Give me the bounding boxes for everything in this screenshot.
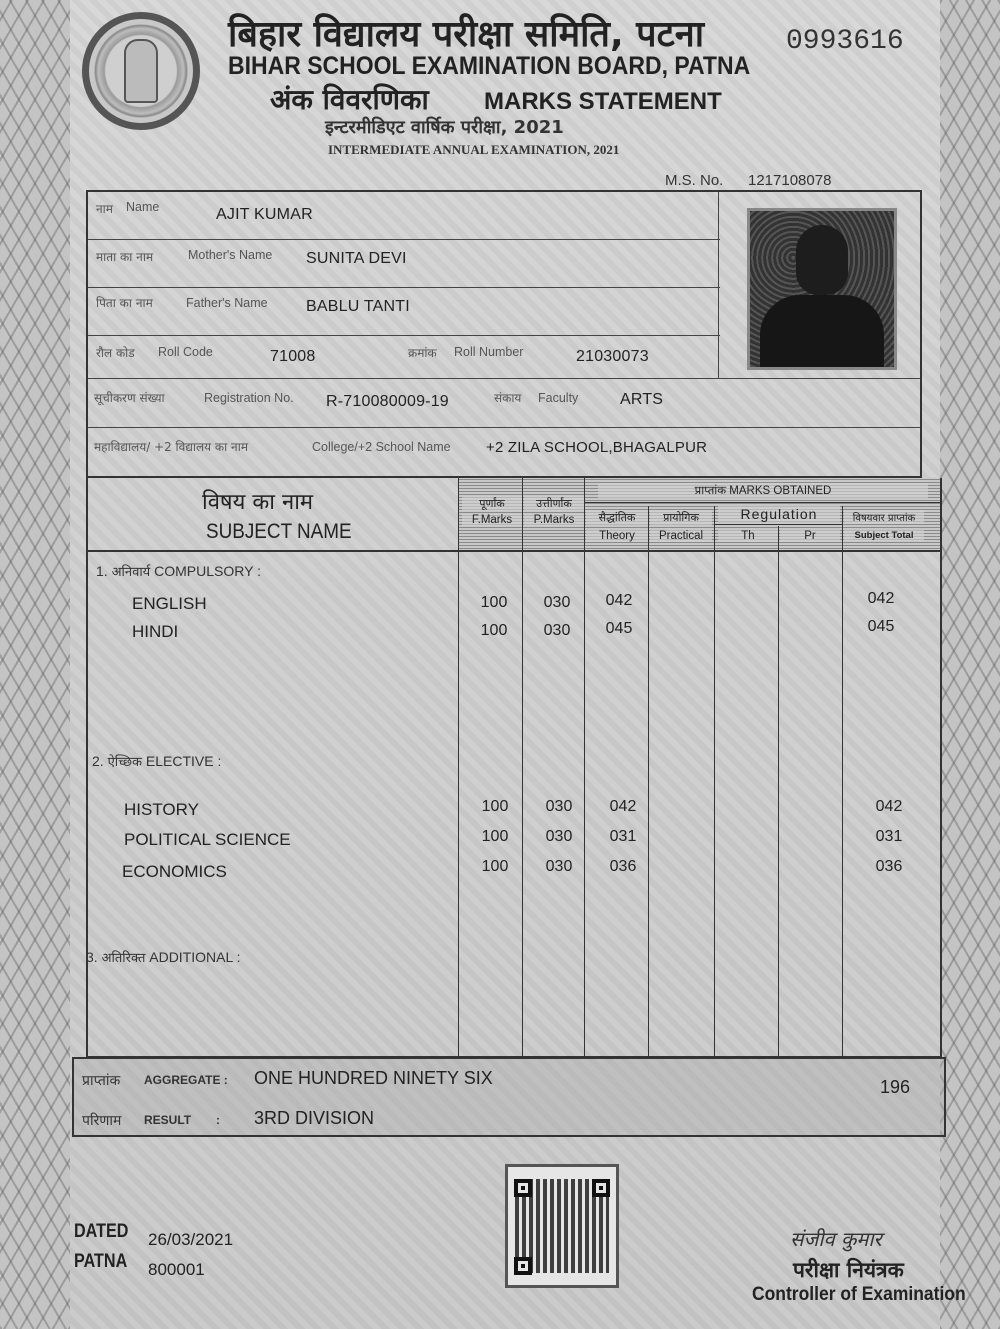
left-security-border [0,0,70,1329]
theory-header: Theory [586,530,648,542]
section-number: 1. [96,563,108,579]
subject-name: HINDI [132,622,179,641]
subject-total-header: Subject Total [844,530,924,541]
father-row [88,288,720,336]
roll-number-value: 21030073 [576,348,649,365]
result-colon: : [216,1113,220,1127]
subject-header: SUBJECT NAME [206,520,352,543]
seal-figure-icon [124,39,158,103]
statement-title-hindi: अंक विवरणिका [270,83,429,116]
qr-finder-icon [514,1257,532,1275]
section-label: ELECTIVE : [145,753,222,769]
aggregate-value: 196 [880,1077,911,1097]
section-elective-label [92,752,221,770]
section-label: ADDITIONAL : [149,949,241,965]
theory-marks: 031 [609,828,637,845]
regulation-pr-header: Pr [780,530,840,542]
subject-name: ENGLISH [132,594,207,613]
result-value: 3RD DIVISION [254,1108,375,1128]
subject-total: 031 [875,828,903,845]
aggregate-in-words: ONE HUNDRED NINETY SIX [254,1068,493,1088]
controller-title: Controller of Examination [752,1284,966,1305]
college-row [88,428,920,476]
name-label-hindi: नाम [96,202,113,216]
section-number: 2. [92,753,104,769]
full-marks: 100 [480,594,508,611]
section-label: COMPULSORY : [154,563,261,579]
photo-cell [718,192,921,378]
subject-header-hindi: विषय का नाम [202,490,314,515]
marks-obtained-header: प्राप्तांक MARKS OBTAINED [598,483,928,498]
section-additional-label [86,948,241,966]
roll-code-value: 71008 [270,348,316,365]
result-label: RESULT [144,1113,192,1127]
exam-name-hindi: इन्टरमीडिएट वार्षिक परीक्षा, 2021 [325,117,564,138]
subject-name: ECONOMICS [122,862,227,881]
col-divider [522,478,523,1056]
section-label-hindi: अनिवार्य [111,565,151,580]
college-value: +2 ZILA SCHOOL,BHAGALPUR [486,439,708,456]
subject-name: HISTORY [124,800,199,819]
faculty-label-hindi: संकाय [494,391,522,405]
registration-value: R-710080009-19 [326,393,449,410]
student-photo-icon [747,208,897,370]
mother-row [88,240,720,288]
col-divider [714,506,715,1056]
full-marks-header-hindi: पूर्णांक [462,496,522,511]
faculty-label: Faculty [538,391,579,405]
board-name-english: BIHAR SCHOOL EXAMINATION BOARD, PATNA [228,52,751,80]
college-label-hindi: महाविद्यालय/ +2 विद्यालय का नाम [94,440,249,454]
theory-header-hindi: सैद्धांतिक [586,510,648,525]
qr-code-icon [505,1164,619,1288]
name-label: Name [126,200,160,214]
full-marks: 100 [481,858,509,875]
student-name: AJIT KUMAR [216,206,313,223]
pass-marks: 030 [543,594,571,611]
registration-row [88,378,920,428]
pin-code: 800001 [148,1260,205,1279]
theory-marks: 036 [609,858,637,875]
subject-total: 042 [875,798,903,815]
pass-marks: 030 [545,828,573,845]
subject-total: 042 [867,590,895,607]
marks-table [86,478,942,1058]
full-marks: 100 [480,622,508,639]
roll-row [88,336,720,380]
father-name: BABLU TANTI [306,298,410,315]
aggregate-label: AGGREGATE : [144,1073,228,1087]
registration-label: Registration No. [204,391,294,405]
board-name-hindi: बिहार विद्यालय परीक्षा समिति, पटना [228,14,705,55]
section-label-hindi: ऐच्छिक [107,755,143,770]
dated-value: 26/03/2021 [148,1230,234,1249]
marks-table-header [88,478,940,552]
subject-name: POLITICAL SCIENCE [124,830,291,849]
father-label: Father's Name [186,296,268,310]
section-number: 3. [86,949,98,965]
student-info-box [86,190,922,478]
qr-finder-icon [514,1179,532,1197]
ms-no-label: M.S. No. [665,172,724,189]
serial-number: 0993616 [786,26,904,57]
mother-name: SUNITA DEVI [306,250,407,267]
practical-header: Practical [650,530,712,542]
full-marks: 100 [481,828,509,845]
pass-marks: 030 [545,798,573,815]
col-divider [648,506,649,1056]
col-divider [778,526,779,1056]
col-divider [842,506,843,1056]
faculty-value: ARTS [620,391,664,408]
section-label-hindi: अतिरिक्त [101,951,146,966]
row-divider [584,502,940,503]
full-marks: 100 [481,798,509,815]
name-row [88,192,720,240]
board-seal-icon [82,12,200,130]
subject-total: 036 [875,858,903,875]
theory-marks: 042 [605,592,633,609]
statement-title-english: MARKS STATEMENT [484,88,722,115]
subject-total: 045 [867,618,895,635]
right-security-border [940,0,1000,1329]
regulation-th-header: Th [718,530,778,542]
aggregate-result-box [72,1057,946,1137]
pass-marks-header: P.Marks [524,514,584,526]
place-label: PATNA [74,1251,128,1272]
section-compulsory-label [96,562,261,580]
result-label-hindi: परिणाम [82,1113,122,1129]
dated-label: DATED [74,1221,129,1242]
full-marks-header: F.Marks [462,514,522,526]
roll-number-label: Roll Number [454,345,524,359]
exam-name-english: INTERMEDIATE ANNUAL EXAMINATION, 2021 [328,142,620,157]
college-label: College/+2 School Name [312,440,451,454]
qr-finder-icon [592,1179,610,1197]
roll-code-label-hindi: रौल कोड [96,346,135,360]
row-divider [714,524,842,525]
col-divider [458,478,459,1056]
theory-marks: 045 [605,620,633,637]
father-label-hindi: पिता का नाम [96,296,153,310]
regulation-header: Regulation [718,506,840,522]
col-divider [584,478,585,1056]
mother-label: Mother's Name [188,248,273,262]
pass-marks: 030 [543,622,571,639]
pass-marks-header-hindi: उत्तीर्णांक [524,496,584,511]
roll-code-label: Roll Code [158,345,213,359]
mother-label-hindi: माता का नाम [96,250,154,264]
aggregate-label-hindi: प्राप्तांक [82,1073,121,1089]
controller-signature: संजीव कुमार [790,1227,882,1251]
pass-marks: 030 [545,858,573,875]
theory-marks: 042 [609,798,637,815]
subject-total-header-hindi: विषयवार प्राप्तांक [844,510,924,524]
registration-label-hindi: सूचीकरण संख्या [94,391,165,405]
controller-title-hindi: परीक्षा नियंत्रक [793,1258,904,1282]
practical-header-hindi: प्रायोगिक [650,510,712,525]
roll-number-label-hindi: क्रमांक [408,346,437,360]
ms-no-value: 1217108078 [748,172,832,189]
